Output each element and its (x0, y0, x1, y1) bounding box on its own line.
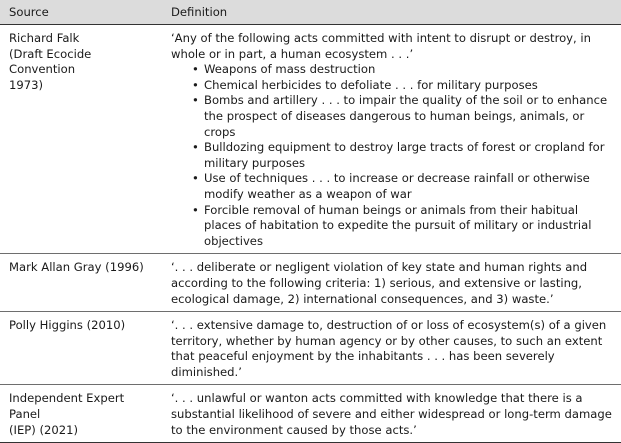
source-line: Richard Falk (9, 31, 80, 45)
definition-column-header: Definition (162, 0, 621, 25)
table-row (0, 25, 621, 254)
definition-text: ‘. . . extensive damage to, destruction of or loss of ecosystem(s) of a given territory, whether by human agency or by other causes, to such an extent that peaceful enjoyment by the inhabitants . . . has been severely diminished.’ (171, 318, 607, 379)
table-row (0, 254, 621, 312)
definition-cell (162, 254, 621, 312)
source-line: (IEP) (2021) (9, 422, 79, 437)
definition-text: ‘Any of the following acts committed with intent to disrupt or destroy, in whole or in part, a human ecosystem . . .’ (171, 31, 591, 61)
bullet-item: • Forcible removal of human beings or animals from their habitual places of habitation to expedite the pursuit of military or industrial objectives (192, 203, 615, 250)
definition-cell (162, 25, 621, 254)
source-line: Independent Expert Panel (9, 391, 125, 422)
source-line: (Draft Ecocide Convention (9, 46, 92, 77)
definition-cell (162, 385, 621, 443)
bullet-item: • Chemical herbicides to defoliate . . . for military purposes (192, 78, 615, 94)
bullet-item: • Weapons of mass destruction (192, 62, 615, 78)
definition-text: ‘. . . deliberate or negligent violation of key state and human rights and according to the following criteria: 1) serious, and extensive or lasting, ecological damage, 2) international consequences, and 3) waste.’ (171, 260, 588, 306)
source-line: Mark Allan Gray (1996) (9, 260, 144, 275)
source-cell (0, 254, 162, 312)
table-row (0, 312, 621, 385)
source-column-header: Source (0, 0, 162, 25)
source-line: Polly Higgins (2010) (9, 318, 126, 333)
source-line: 1973) (9, 77, 44, 92)
source-cell (0, 25, 162, 254)
bullet-item: • Bombs and artillery . . . to impair the quality of the soil or to enhance the prospect of diseases dangerous to human beings, animals, or crops (192, 93, 615, 140)
bullet-item: • Bulldozing equipment to destroy large tracts of forest or cropland for military purposes (192, 140, 615, 171)
definition-cell (162, 312, 621, 385)
definition-text: ‘. . . unlawful or wanton acts committed with knowledge that there is a substantial likelihood of severe and either widespread or long-term damage to the environment caused by those acts.’ (171, 391, 612, 437)
source-cell (0, 385, 162, 443)
table-header-row (0, 0, 621, 25)
bullet-item: • Use of techniques . . . to increase or decrease rainfall or otherwise modify weather as a weapon of war (192, 171, 615, 202)
source-cell (0, 312, 162, 385)
bullet-list (171, 62, 615, 249)
table-row (0, 385, 621, 443)
